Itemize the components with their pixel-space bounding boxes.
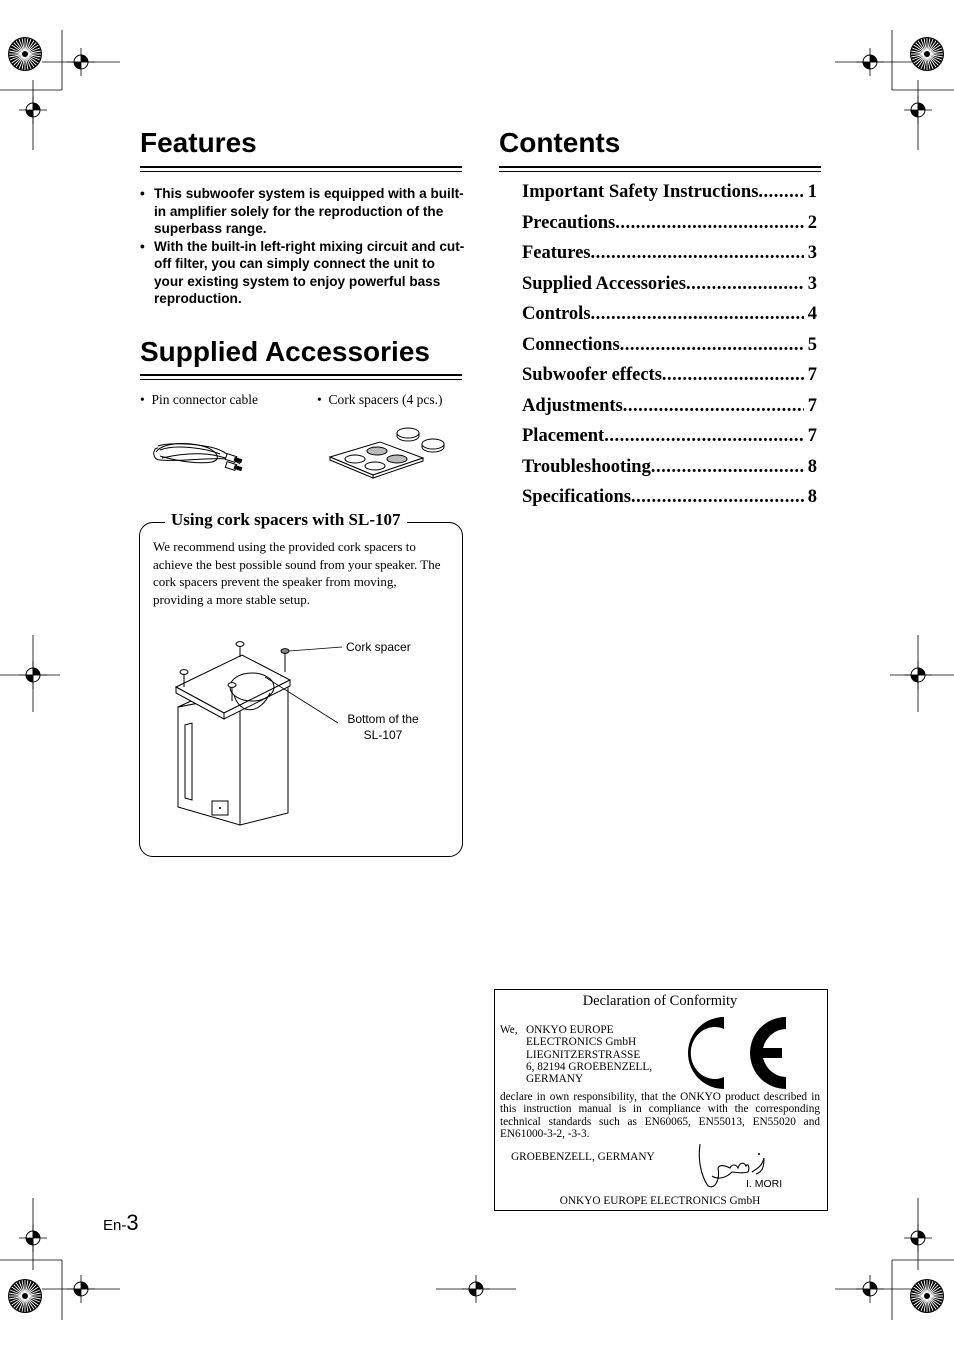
cork-spacer-label: Cork spacer [346,640,411,654]
features-item: • With the built-in left-right mixing circuit and cut-off filter, you can simply connect the unit to your existing system to enjoy powerful bass reproduction. [140,238,465,308]
page-number-prefix: En- [103,1217,127,1234]
accessories-rule-thin [140,379,462,380]
toc-entry-page: 3 [807,273,817,294]
toc-entry-page: 7 [807,395,817,416]
page-number [103,1210,139,1236]
toc-entry [522,243,817,264]
toc-leader-dots [631,487,804,508]
toc-leader-dots [591,304,804,325]
toc-entry-title: Important Safety Instructions [522,182,759,202]
toc-entry [522,487,817,508]
toc-entry [522,335,817,356]
toc-entry-page: 8 [807,487,817,507]
cork-box-text: We recommend using the provided cork spacers to achieve the best possible sound from your speaker. The cork spacers prevent the speaker from moving, providing a more stable setup. [153,539,441,607]
toc-entry-title: Placement [522,426,605,446]
pin-cable-illustration [150,432,250,474]
address-line: ELECTRONICS GmbH [526,1036,637,1049]
toc-leader-dots [623,396,804,417]
toc-entry-title: Specifications [522,487,631,507]
bottom-label-1: Bottom of the [347,712,419,726]
toc-entry [522,396,817,417]
address-line: LIEGNITZERSTRASSE [526,1048,641,1061]
declaration-company: ONKYO EUROPE ELECTRONICS GmbH [559,1195,761,1207]
accessory-cork: • Cork spacers (4 pcs.) [317,392,443,407]
toc-entry [522,304,817,325]
toc-entry-page: 3 [807,243,817,263]
features-item: • This subwoofer system is equipped with a built-in amplifier solely for the reproduction of the superbass range. [140,185,465,238]
toc-entry-title: Supplied Accessories [522,273,686,294]
address-line: ONKYO EUROPE [526,1024,614,1036]
toc-entry-title: Connections [522,334,620,355]
toc-leader-dots [758,182,803,203]
accessories-rule [140,374,462,376]
features-rule-thin [140,171,462,172]
speaker-illustration [170,635,350,835]
toc-leader-dots [604,426,804,447]
declaration-statement: declare in own responsibility, that the ONKYO product described in this instruction manual is in compliance with the corresponding technical standards such as EN60065, EN55013, EN55020 and EN61000-3-2, -3-3. [500,1091,820,1140]
declaration-we: We, [500,1024,518,1036]
address-line: GERMANY [526,1073,584,1086]
toc-leader-dots [591,243,804,264]
toc-entry-title: Features [522,243,591,263]
accessory-cork-label: Cork spacers (4 pcs.) [328,392,443,407]
toc-entry [522,274,817,295]
toc-leader-dots [686,274,804,295]
accessory-cable: • Pin connector cable [140,392,258,407]
toc-leader-dots [620,335,804,356]
address-line: 6, 82194 GROEBENZELL, [526,1060,653,1073]
features-list [140,185,465,308]
toc-entry [522,365,817,386]
page-number-value: 3 [126,1210,139,1235]
toc-entry-page: 7 [807,365,817,385]
features-rule [140,166,462,168]
toc-leader-dots [615,213,804,234]
toc-leader-dots [651,457,804,478]
accessory-cable-label: Pin connector cable [151,392,258,407]
contents-rule [499,166,821,168]
bottom-label-2: SL-107 [363,728,403,742]
cork-box-title: Using cork spacers with SL-107 [165,510,407,530]
toc-entry-title: Adjustments [522,395,623,416]
toc-entry-title: Subwoofer effects [522,365,662,385]
toc-entry-page: 1 [807,182,817,202]
declaration-address [526,1024,652,1085]
toc-entry-page: 7 [807,426,817,446]
cork-spacers-illustration [325,420,450,480]
ce-mark-logo [686,1015,788,1091]
toc-entry-page: 2 [807,212,817,233]
toc-entry [522,213,817,234]
contents-rule-thin [499,171,821,172]
declaration-title: Declaration of Conformity [582,993,738,1009]
declaration-place: GROEBENZELL, GERMANY [511,1151,655,1163]
accessories-heading: Supplied Accessories [140,336,430,367]
declaration-signer: I. MORI [746,1178,783,1190]
toc-entry-page: 4 [807,304,817,324]
toc-entry-title: Troubleshooting [522,456,651,477]
toc-entry-page: 8 [807,456,817,477]
contents-heading: Contents [499,127,621,158]
toc-entry-title: Controls [522,304,591,324]
toc-entry-page: 5 [807,334,817,355]
features-heading: Features [140,127,257,158]
toc-entry [522,457,817,478]
toc-entry [522,182,817,203]
toc-leader-dots [662,365,804,386]
toc-entry [522,426,817,447]
toc-entry-title: Precautions [522,212,616,233]
